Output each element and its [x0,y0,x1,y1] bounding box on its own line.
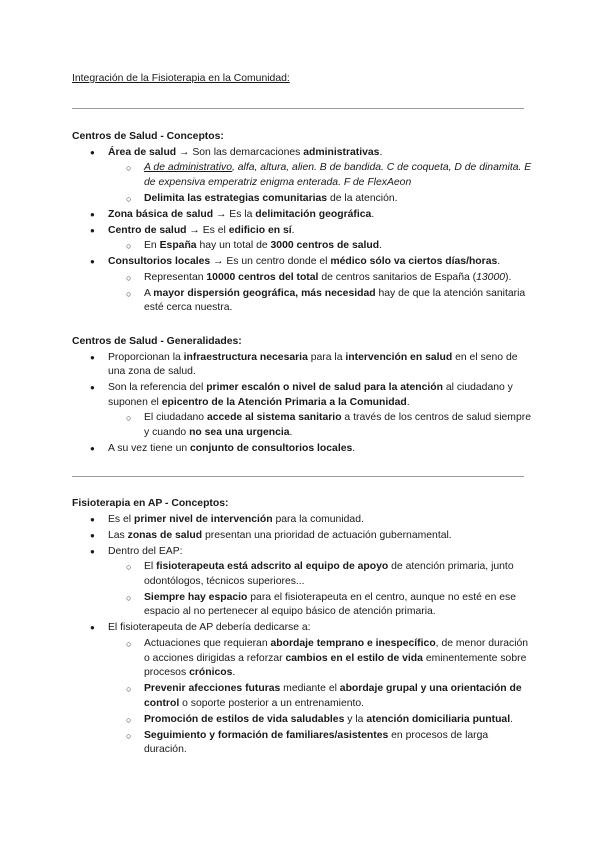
text-run: accede al sistema sanitario [206,412,342,424]
text-run: atención domiciliaria puntual [366,713,511,725]
text-run: abordaje grupal y una orientación de control [144,683,522,709]
text-run: A de administrativo [144,162,232,174]
text-run: A [144,287,154,299]
text-run: Dentro del EAP: [108,545,183,557]
text-run: fisioterapeuta está adscrito al equipo de apoyo [156,561,389,573]
bullet-circle-icon: ○ [126,638,132,649]
bullet-circle-icon: ○ [126,714,132,725]
text-run: eminentemente sobre procesos [144,652,527,679]
list-item [72,255,532,316]
list-item [72,513,532,528]
text-run: administrativas [303,146,380,158]
text-run: Representan [144,271,207,283]
sub-list-item [108,637,532,681]
text-run: Las [108,529,128,541]
sub-list [108,271,532,316]
section-centros-conceptos [72,130,532,317]
text-run: . [406,396,410,408]
bullet-dot-icon: ● [90,352,95,362]
text-run: crónicos [189,667,233,679]
text-run: para el fisioterapeuta en el centro, aunque no esté en ese espacio al no pertenecer al equipo básico de atención primaria. [144,591,517,618]
list-item [72,442,532,457]
text-run: o soporte posterior a un entrenamiento. [179,697,365,709]
horizontal-rule [72,108,524,109]
text-run: zonas de salud [127,529,203,541]
list-item [72,146,532,207]
text-run: 13000 [476,271,506,283]
text-run: Área de salud [108,146,177,158]
text-run: de atención primaria, junto odontólogos, técnicos superiores... [144,561,514,587]
bullet-circle-icon: ○ [126,592,132,603]
text-run: . [497,256,501,268]
text-run: Prevenir afecciones futuras [144,683,281,695]
text-run: edificio en sí [228,224,292,236]
text-run: Promoción de estilos de vida saludables [144,713,345,725]
section-fisioterapia-ap [72,497,532,759]
bullet-circle-icon: ○ [126,193,132,204]
text-run: infraestructura necesaria [183,351,308,363]
sub-list-item [108,729,532,758]
bullet-circle-icon: ○ [126,272,132,283]
bullet-dot-icon: ● [90,257,95,267]
list-item [72,224,532,254]
text-run: Siempre hay espacio [144,591,248,603]
text-run: Delimita las estrategias comunitarias [144,192,328,204]
sub-list [108,637,532,758]
text-run: . [232,667,236,679]
text-run: Seguimiento y formación de familiares/asistentes [144,729,389,741]
text-run: . [379,240,382,252]
text-run: de centros sanitarios de España ( [318,271,477,283]
list-item [72,351,532,380]
text-run: España [159,240,197,252]
text-run: hay de que la atención sanitaria esté cerca nuestra. [144,287,526,314]
text-run: al ciudadano y suponen el [108,382,513,408]
bullet-dot-icon: ● [90,383,95,393]
text-run: Consultorios locales [108,256,211,268]
text-run: . [379,146,383,158]
text-run: . [352,442,356,454]
list-item [72,621,532,758]
bullet-circle-icon: ○ [126,730,132,741]
text-run: para la comunidad. [272,513,364,525]
list-item [72,545,532,620]
sub-list-item [108,682,532,711]
text-run: , de menor duración o acciones dirigidas a reforzar [144,637,529,664]
text-run: intervención en salud [345,351,453,363]
bullet-circle-icon: ○ [126,288,132,299]
text-run: primer nivel de intervención [134,513,273,525]
text-run: mediante el [280,683,340,695]
text-run: Centro de salud [108,224,187,236]
list-item [72,529,532,544]
text-run: , alfa, altura, alien. B de bandida. C de coqueta, D de dinamita. E de expensiva emperatriz enigma enterada. F de FlexAeon [144,162,532,188]
section-title: Centros de Salud - Generalidades: [72,336,242,347]
horizontal-rule [72,476,524,477]
text-run: en procesos de larga duración. [144,729,489,756]
text-run: de la atención. [327,192,398,204]
text-run: → Es un centro donde el [210,256,331,268]
text-run: El ciudadano [144,412,207,424]
sub-list [108,161,532,206]
bullet-circle-icon: ○ [126,562,132,573]
sub-list-item [108,161,532,190]
text-run: A su vez tiene un [108,442,191,454]
text-run: Es el [108,513,134,525]
text-run: abordaje temprano e inespecífico [270,637,436,649]
text-run: . [510,713,513,725]
sub-list-item [108,411,532,440]
sub-list [108,239,532,254]
sub-list-item [108,192,532,207]
sub-list [108,411,532,440]
bullet-dot-icon: ● [90,225,95,235]
bullet-list [72,146,532,316]
bullet-circle-icon: ○ [126,241,132,252]
text-run: 3000 centros de salud [270,240,380,252]
bullet-circle-icon: ○ [126,163,132,174]
text-run: médico sólo va ciertos días/horas [330,256,498,268]
text-run: → Son las demarcaciones [176,146,304,158]
text-run: Actuaciones que requieran [144,637,271,649]
text-run: para la [307,351,346,363]
text-run: presentan una prioridad de actuación gubernamental. [202,529,452,541]
bullet-dot-icon: ● [90,530,95,540]
text-run: → Es la [213,208,256,220]
text-run: Son la referencia del [108,382,207,394]
text-run: epicentro de la Atención Primaria a la Comunidad [161,396,407,408]
text-run: en el seno de una zona de salud. [108,351,518,378]
text-run: mayor dispersión geográfica, más necesidad [153,287,376,299]
sub-list-item [108,239,532,254]
text-run: Zona básica de salud [108,208,214,220]
bullet-dot-icon: ● [90,546,95,556]
document-title: Integración de la Fisioterapia en la Comunidad: [72,73,290,84]
sub-list [108,560,532,620]
text-run: El [144,561,157,573]
sub-list-item [108,271,532,286]
text-run: hay un total de [196,240,271,252]
bullet-list [72,513,532,758]
bullet-dot-icon: ● [90,443,95,453]
text-run: . [291,224,295,236]
bullet-dot-icon: ● [90,209,95,219]
section-centros-generalidades [72,335,532,458]
section-title: Centros de Salud - Conceptos: [72,131,224,142]
list-item [72,381,532,440]
text-run: a través de los centros de salud siempre y cuando [144,412,531,438]
text-run: 10000 centros del total [206,271,319,283]
text-run: . [371,208,375,220]
list-item [72,208,532,223]
sub-list-item [108,560,532,589]
bullet-dot-icon: ● [90,623,95,633]
bullet-list [72,351,532,457]
text-run: El fisioterapeuta de AP debería dedicarse a: [108,622,311,634]
sub-list-item [108,713,532,728]
text-run: En [144,240,160,252]
text-run: delimitación geográfica [255,208,372,220]
text-run: . [289,426,293,438]
text-run: Proporcionan la [108,351,184,363]
sub-list-item [108,287,532,316]
bullet-dot-icon: ● [90,147,95,157]
text-run: ). [505,271,512,283]
bullet-circle-icon: ○ [126,413,132,424]
sub-list-item [108,591,532,620]
text-run: cambios en el estilo de vida [285,652,423,664]
text-run: → Es el [186,224,229,236]
text-run: conjunto de consultorios locales [190,442,353,454]
text-run: no sea una urgencia [189,426,290,438]
bullet-dot-icon: ● [90,514,95,524]
text-run: primer escalón o nivel de salud para la atención [206,382,443,394]
text-run: y la [344,713,367,725]
bullet-circle-icon: ○ [126,684,132,695]
section-title: Fisioterapia en AP - Conceptos: [72,498,229,509]
